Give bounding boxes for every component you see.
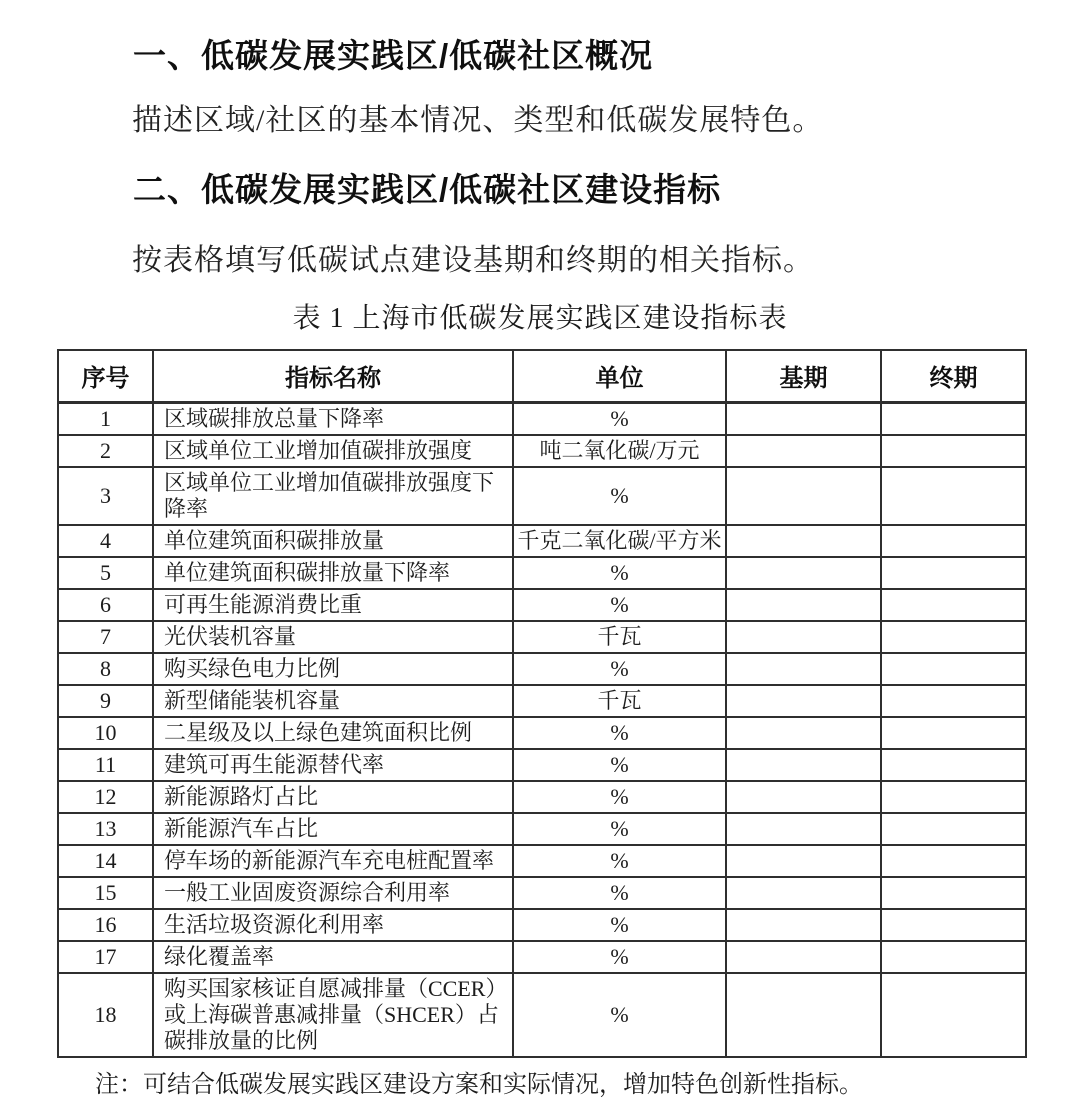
cell-final: [881, 467, 1026, 525]
cell-no: 4: [58, 525, 153, 557]
cell-final: [881, 909, 1026, 941]
cell-unit: %: [513, 402, 726, 435]
section-1-paragraph: 描述区域/社区的基本情况、类型和低碳发展特色。: [132, 104, 824, 137]
table-row: [58, 685, 1026, 717]
cell-name: 建筑可再生能源替代率: [153, 749, 513, 781]
cell-unit: %: [513, 845, 726, 877]
cell-name: 二星级及以上绿色建筑面积比例: [153, 717, 513, 749]
cell-base: [726, 941, 881, 973]
cell-final: [881, 402, 1026, 435]
cell-base: [726, 749, 881, 781]
cell-unit: %: [513, 813, 726, 845]
cell-name: 停车场的新能源汽车充电桩配置率: [153, 845, 513, 877]
cell-no: 5: [58, 557, 153, 589]
cell-name: 生活垃圾资源化利用率: [153, 909, 513, 941]
cell-base: [726, 653, 881, 685]
cell-no: 7: [58, 621, 153, 653]
table-row: [58, 653, 1026, 685]
cell-base: [726, 717, 881, 749]
table-row: [58, 909, 1026, 941]
cell-final: [881, 973, 1026, 1057]
cell-no: 10: [58, 717, 153, 749]
cell-name: 新能源汽车占比: [153, 813, 513, 845]
cell-final: [881, 749, 1026, 781]
table-header-row: [58, 350, 1026, 402]
cell-final: [881, 813, 1026, 845]
table-row: [58, 557, 1026, 589]
cell-unit: %: [513, 877, 726, 909]
cell-final: [881, 781, 1026, 813]
cell-final: [881, 877, 1026, 909]
footnote: 注：可结合低碳发展实践区建设方案和实际情况，增加特色创新性指标。: [95, 1071, 863, 1098]
col-header-no: 序号: [58, 350, 153, 402]
cell-final: [881, 435, 1026, 467]
cell-final: [881, 589, 1026, 621]
cell-name: 购买国家核证自愿减排量（CCER）或上海碳普惠减排量（SHCER）占碳排放量的比例: [153, 973, 513, 1057]
cell-name: 购买绿色电力比例: [153, 653, 513, 685]
cell-name: 可再生能源消费比重: [153, 589, 513, 621]
cell-no: 15: [58, 877, 153, 909]
cell-no: 3: [58, 467, 153, 525]
cell-no: 1: [58, 402, 153, 435]
cell-final: [881, 621, 1026, 653]
table-row: [58, 621, 1026, 653]
cell-unit: %: [513, 973, 726, 1057]
table-row: [58, 402, 1026, 435]
cell-unit: %: [513, 557, 726, 589]
table-row: [58, 717, 1026, 749]
col-header-final: 终期: [881, 350, 1026, 402]
table-row: [58, 845, 1026, 877]
table-row: [58, 467, 1026, 525]
cell-no: 6: [58, 589, 153, 621]
cell-base: [726, 813, 881, 845]
table-row: [58, 941, 1026, 973]
cell-final: [881, 845, 1026, 877]
cell-unit: 千瓦: [513, 621, 726, 653]
cell-base: [726, 589, 881, 621]
cell-unit: %: [513, 749, 726, 781]
cell-name: 区域碳排放总量下降率: [153, 402, 513, 435]
cell-name: 新能源路灯占比: [153, 781, 513, 813]
table-row: [58, 435, 1026, 467]
cell-base: [726, 435, 881, 467]
section-2-heading: 二、低碳发展实践区/低碳社区建设指标: [133, 171, 722, 208]
cell-name: 新型储能装机容量: [153, 685, 513, 717]
table-row: [58, 813, 1026, 845]
cell-base: [726, 877, 881, 909]
cell-base: [726, 402, 881, 435]
section-2-paragraph: 按表格填写低碳试点建设基期和终期的相关指标。: [132, 244, 814, 277]
cell-base: [726, 685, 881, 717]
cell-no: 13: [58, 813, 153, 845]
cell-base: [726, 909, 881, 941]
cell-unit: 千瓦: [513, 685, 726, 717]
cell-no: 18: [58, 973, 153, 1057]
cell-no: 16: [58, 909, 153, 941]
table-row: [58, 749, 1026, 781]
cell-no: 17: [58, 941, 153, 973]
cell-unit: %: [513, 653, 726, 685]
cell-final: [881, 653, 1026, 685]
cell-no: 2: [58, 435, 153, 467]
cell-no: 8: [58, 653, 153, 685]
cell-final: [881, 525, 1026, 557]
cell-base: [726, 621, 881, 653]
cell-name: 一般工业固废资源综合利用率: [153, 877, 513, 909]
cell-unit: %: [513, 941, 726, 973]
cell-base: [726, 525, 881, 557]
cell-final: [881, 685, 1026, 717]
cell-name: 区域单位工业增加值碳排放强度: [153, 435, 513, 467]
table-caption: 表 1 上海市低碳发展实践区建设指标表: [292, 303, 788, 334]
cell-unit: 吨二氧化碳/万元: [513, 435, 726, 467]
col-header-base: 基期: [726, 350, 881, 402]
cell-unit: 千克二氧化碳/平方米: [513, 525, 726, 557]
cell-name: 区域单位工业增加值碳排放强度下降率: [153, 467, 513, 525]
cell-unit: %: [513, 781, 726, 813]
cell-name: 光伏装机容量: [153, 621, 513, 653]
col-header-name: 指标名称: [153, 350, 513, 402]
cell-name: 单位建筑面积碳排放量下降率: [153, 557, 513, 589]
cell-no: 11: [58, 749, 153, 781]
cell-final: [881, 941, 1026, 973]
cell-unit: %: [513, 909, 726, 941]
section-1-heading: 一、低碳发展实践区/低碳社区概况: [133, 37, 654, 74]
cell-base: [726, 557, 881, 589]
cell-base: [726, 467, 881, 525]
table-row: [58, 589, 1026, 621]
table-row: [58, 525, 1026, 557]
cell-base: [726, 781, 881, 813]
cell-name: 绿化覆盖率: [153, 941, 513, 973]
cell-base: [726, 845, 881, 877]
cell-name: 单位建筑面积碳排放量: [153, 525, 513, 557]
cell-base: [726, 973, 881, 1057]
table-row: [58, 781, 1026, 813]
cell-no: 14: [58, 845, 153, 877]
indicator-table-body: [58, 402, 1026, 1057]
cell-no: 9: [58, 685, 153, 717]
cell-unit: %: [513, 589, 726, 621]
cell-final: [881, 717, 1026, 749]
table-row: [58, 877, 1026, 909]
cell-no: 12: [58, 781, 153, 813]
table-row: [58, 973, 1026, 1057]
col-header-unit: 单位: [513, 350, 726, 402]
cell-unit: %: [513, 467, 726, 525]
cell-unit: %: [513, 717, 726, 749]
cell-final: [881, 557, 1026, 589]
indicator-table: [57, 349, 1027, 1058]
